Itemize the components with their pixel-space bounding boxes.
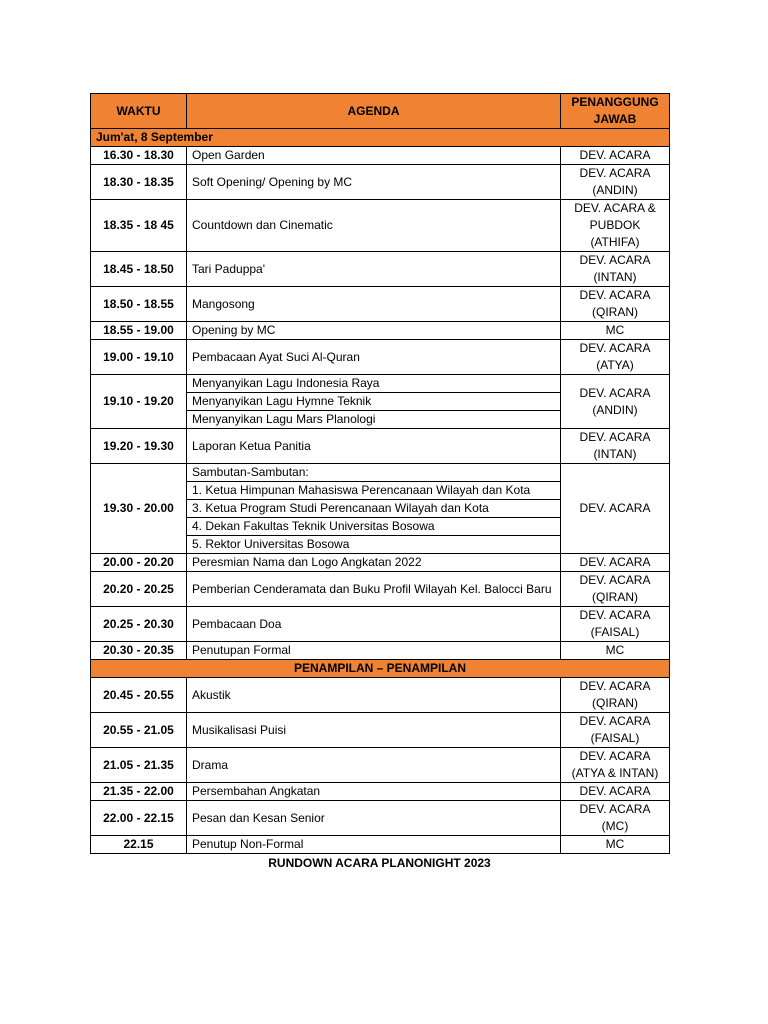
table-row (91, 748, 670, 783)
time-cell: 19.20 - 19.30 (91, 429, 187, 464)
table-row (91, 429, 670, 464)
table-row (91, 801, 670, 836)
table-row (91, 340, 670, 375)
agenda-cell: Menyanyikan Lagu Hymne Teknik (187, 393, 561, 411)
time-cell: 20.00 - 20.20 (91, 554, 187, 572)
time-cell: 18.30 - 18.35 (91, 165, 187, 200)
table-row (91, 200, 670, 252)
time-cell: 20.55 - 21.05 (91, 713, 187, 748)
agenda-cell: Pemberian Cenderamata dan Buku Profil Wilayah Kel. Balocci Baru (187, 572, 561, 607)
table-row (91, 713, 670, 748)
penanggung-jawab-cell: MC (561, 642, 670, 660)
agenda-cell: 5. Rektor Universitas Bosowa (187, 536, 561, 554)
rundown-body (91, 129, 670, 854)
agenda-cell: Menyanyikan Lagu Indonesia Raya (187, 375, 561, 393)
time-cell: 18.55 - 19.00 (91, 322, 187, 340)
time-cell: 20.30 - 20.35 (91, 642, 187, 660)
header-penanggung-jawab: PENANGGUNG JAWAB (561, 94, 670, 129)
penanggung-jawab-cell: DEV. ACARA & PUBDOK (ATHIFA) (561, 200, 670, 252)
agenda-cell: Peresmian Nama dan Logo Angkatan 2022 (187, 554, 561, 572)
agenda-cell: Penutup Non-Formal (187, 836, 561, 854)
agenda-cell: Persembahan Angkatan (187, 783, 561, 801)
agenda-cell: Sambutan-Sambutan: (187, 464, 561, 482)
section-title: Jum'at, 8 September (91, 129, 670, 147)
table-row (91, 554, 670, 572)
agenda-cell: 3. Ketua Program Studi Perencanaan Wilayah dan Kota (187, 500, 561, 518)
penanggung-jawab-cell: DEV. ACARA (ATYA) (561, 340, 670, 375)
time-cell: 18.50 - 18.55 (91, 287, 187, 322)
time-cell: 16.30 - 18.30 (91, 147, 187, 165)
penanggung-jawab-cell: DEV. ACARA (FAISAL) (561, 607, 670, 642)
penanggung-jawab-cell: DEV. ACARA (561, 147, 670, 165)
agenda-cell: Drama (187, 748, 561, 783)
time-cell: 20.20 - 20.25 (91, 572, 187, 607)
penanggung-jawab-cell: DEV. ACARA (561, 783, 670, 801)
agenda-cell: Laporan Ketua Panitia (187, 429, 561, 464)
time-cell: 20.45 - 20.55 (91, 678, 187, 713)
penanggung-jawab-cell: DEV. ACARA (QIRAN) (561, 678, 670, 713)
table-row (91, 783, 670, 801)
rundown-document (90, 93, 669, 870)
penanggung-jawab-cell: DEV. ACARA (FAISAL) (561, 713, 670, 748)
rundown-table (90, 93, 670, 854)
agenda-cell: Pesan dan Kesan Senior (187, 801, 561, 836)
document-caption: RUNDOWN ACARA PLANONIGHT 2023 (268, 856, 491, 870)
penanggung-jawab-cell: DEV. ACARA (561, 464, 670, 554)
time-cell: 19.00 - 19.10 (91, 340, 187, 375)
table-row (91, 287, 670, 322)
header-agenda: AGENDA (187, 94, 561, 129)
time-cell: 18.35 - 18 45 (91, 200, 187, 252)
agenda-cell: Soft Opening/ Opening by MC (187, 165, 561, 200)
penanggung-jawab-cell: MC (561, 322, 670, 340)
time-cell: 21.05 - 21.35 (91, 748, 187, 783)
time-cell: 19.10 - 19.20 (91, 375, 187, 429)
table-row (91, 165, 670, 200)
penanggung-jawab-cell: MC (561, 836, 670, 854)
time-cell: 19.30 - 20.00 (91, 464, 187, 554)
agenda-cell: Menyanyikan Lagu Mars Planologi (187, 411, 561, 429)
header-waktu: WAKTU (91, 94, 187, 129)
section-row (91, 660, 670, 678)
agenda-cell: Pembacaan Ayat Suci Al-Quran (187, 340, 561, 375)
agenda-cell: Opening by MC (187, 322, 561, 340)
table-row (91, 572, 670, 607)
penanggung-jawab-cell: DEV. ACARA (QIRAN) (561, 572, 670, 607)
time-cell: 22.00 - 22.15 (91, 801, 187, 836)
agenda-cell: Tari Paduppa' (187, 252, 561, 287)
agenda-cell: 4. Dekan Fakultas Teknik Universitas Bosowa (187, 518, 561, 536)
agenda-cell: Mangosong (187, 287, 561, 322)
penanggung-jawab-cell: DEV. ACARA (MC) (561, 801, 670, 836)
table-row (91, 607, 670, 642)
agenda-cell: Pembacaan Doa (187, 607, 561, 642)
agenda-cell: 1. Ketua Himpunan Mahasiswa Perencanaan Wilayah dan Kota (187, 482, 561, 500)
agenda-cell: Penutupan Formal (187, 642, 561, 660)
section-row (91, 129, 670, 147)
time-cell: 20.25 - 20.30 (91, 607, 187, 642)
table-row (91, 252, 670, 287)
section-title: PENAMPILAN – PENAMPILAN (91, 660, 670, 678)
penanggung-jawab-cell: DEV. ACARA (561, 554, 670, 572)
table-row (91, 375, 670, 393)
table-row (91, 464, 670, 482)
penanggung-jawab-cell: DEV. ACARA (ANDIN) (561, 375, 670, 429)
table-row (91, 322, 670, 340)
agenda-cell: Musikalisasi Puisi (187, 713, 561, 748)
table-row (91, 147, 670, 165)
penanggung-jawab-cell: DEV. ACARA (QIRAN) (561, 287, 670, 322)
time-cell: 18.45 - 18.50 (91, 252, 187, 287)
agenda-cell: Akustik (187, 678, 561, 713)
penanggung-jawab-cell: DEV. ACARA (INTAN) (561, 429, 670, 464)
agenda-cell: Open Garden (187, 147, 561, 165)
penanggung-jawab-cell: DEV. ACARA (INTAN) (561, 252, 670, 287)
header-row (91, 94, 670, 129)
table-row (91, 642, 670, 660)
penanggung-jawab-cell: DEV. ACARA (ANDIN) (561, 165, 670, 200)
time-cell: 22.15 (91, 836, 187, 854)
table-row (91, 678, 670, 713)
agenda-cell: Countdown dan Cinematic (187, 200, 561, 252)
table-row (91, 836, 670, 854)
time-cell: 21.35 - 22.00 (91, 783, 187, 801)
penanggung-jawab-cell: DEV. ACARA (ATYA & INTAN) (561, 748, 670, 783)
